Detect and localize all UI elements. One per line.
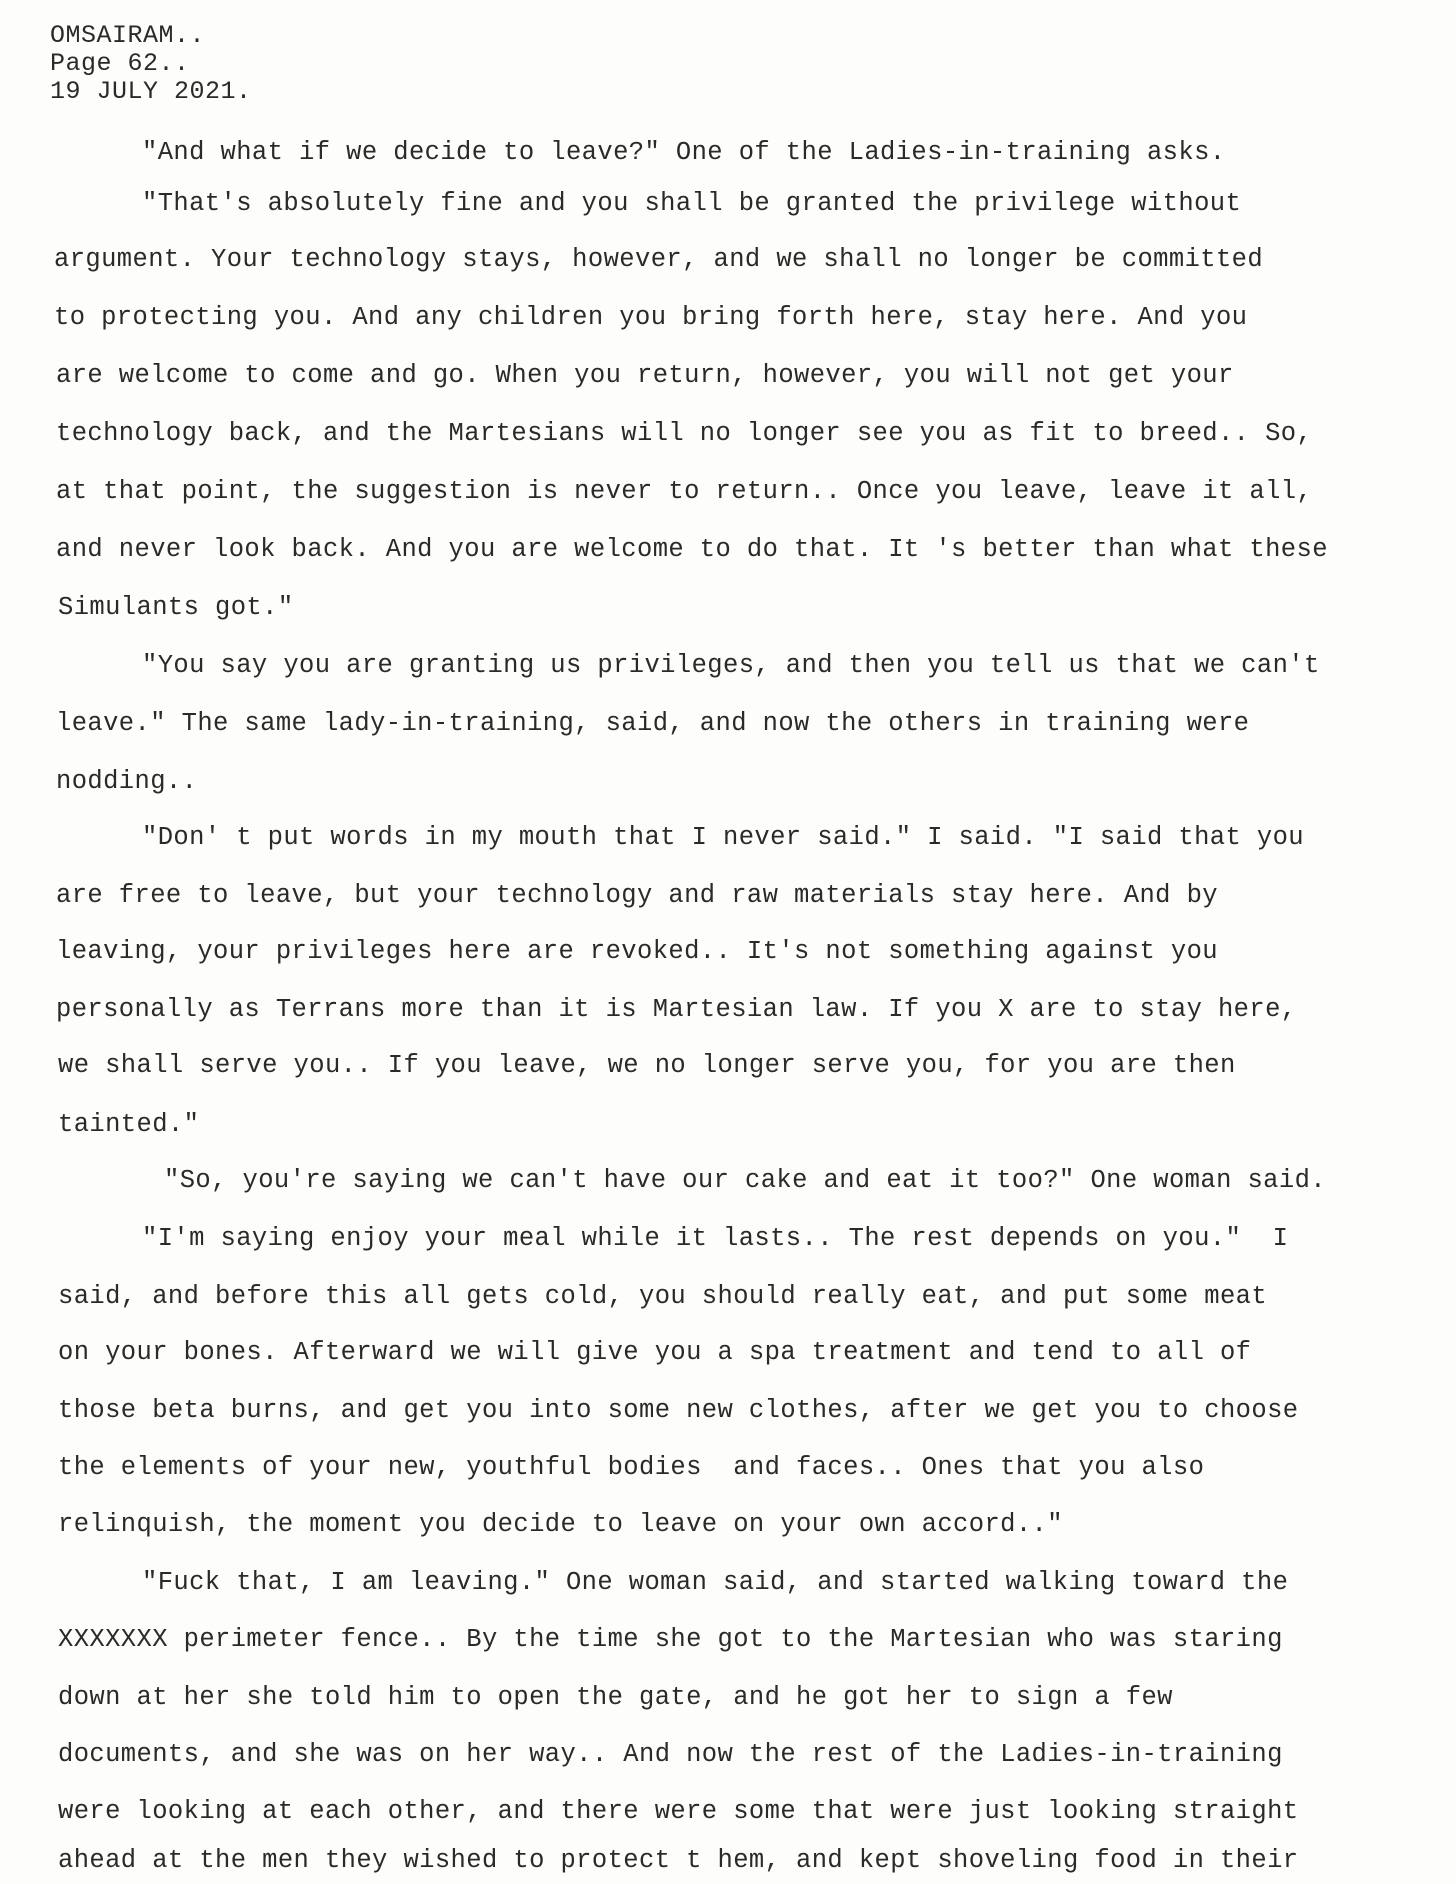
header-title: OMSAIRAM.. — [50, 21, 206, 50]
text-line: are free to leave, but your technology and raw materials stay here. And by — [56, 881, 1218, 910]
page-number: Page 62.. — [50, 49, 190, 78]
text-line: down at her she told him to open the gate, and he got her to sign a few — [58, 1683, 1173, 1712]
text-line: personally as Terrans more than it is Martesian law. If you X are to stay here, — [56, 995, 1297, 1024]
text-line: to protecting you. And any children you bring forth here, stay here. And you — [54, 303, 1248, 332]
page-header — [50, 22, 252, 106]
text-line: leaving, your privileges here are revoked.. It's not something against you — [56, 937, 1218, 966]
text-line: leave." The same lady-in-training, said, and now the others in training were — [56, 709, 1250, 738]
text-line: "So, you're saying we can't have our cake and eat it too?" One woman said. — [164, 1166, 1326, 1195]
text-line: argument. Your technology stays, however, and we shall no longer be committed — [54, 245, 1264, 274]
page-date: 19 JULY 2021. — [50, 77, 252, 106]
text-line: nodding.. — [56, 767, 198, 796]
text-line: "You say you are granting us privileges, and then you tell us that we can't — [142, 651, 1320, 680]
text-line: "Don' t put words in my mouth that I never said." I said. "I said that you — [142, 823, 1304, 852]
text-line: the elements of your new, youthful bodies and faces.. Ones that you also — [58, 1453, 1205, 1482]
text-line: "That's absolutely fine and you shall be granted the privilege without — [142, 189, 1242, 218]
text-line: those beta burns, and get you into some new clothes, after we get you to choose — [58, 1396, 1299, 1425]
text-line: are welcome to come and go. When you return, however, you will not get your — [56, 361, 1234, 390]
text-line: ahead at the men they wished to protect t hem, and kept shoveling food in their — [58, 1846, 1299, 1875]
text-line: "Fuck that, I am leaving." One woman said, and started walking toward the — [142, 1568, 1289, 1597]
text-line: XXXXXXX perimeter fence.. By the time she got to the Martesian who was staring — [58, 1625, 1283, 1654]
text-line: tainted." — [58, 1110, 200, 1139]
text-line: documents, and she was on her way.. And now the rest of the Ladies-in-training — [58, 1740, 1283, 1769]
text-line: at that point, the suggestion is never to return.. Once you leave, leave it all, — [56, 477, 1313, 506]
text-line: we shall serve you.. If you leave, we no longer serve you, for you are then — [58, 1051, 1236, 1080]
text-line: "I'm saying enjoy your meal while it lasts.. The rest depends on you." I — [142, 1224, 1289, 1253]
text-line: said, and before this all gets cold, you should really eat, and put some meat — [58, 1282, 1268, 1311]
text-line: and never look back. And you are welcome to do that. It 's better than what these — [56, 535, 1328, 564]
text-line: "And what if we decide to leave?" One of the Ladies-in-training asks. — [142, 138, 1226, 167]
text-line: Simulants got." — [58, 593, 294, 622]
text-line: on your bones. Afterward we will give you a spa treatment and tend to all of — [58, 1338, 1252, 1367]
text-line: technology back, and the Martesians will no longer see you as fit to breed.. So, — [56, 419, 1313, 448]
text-line: relinquish, the moment you decide to leave on your own accord.." — [58, 1510, 1063, 1539]
text-line: were looking at each other, and there were some that were just looking straight — [58, 1797, 1299, 1826]
